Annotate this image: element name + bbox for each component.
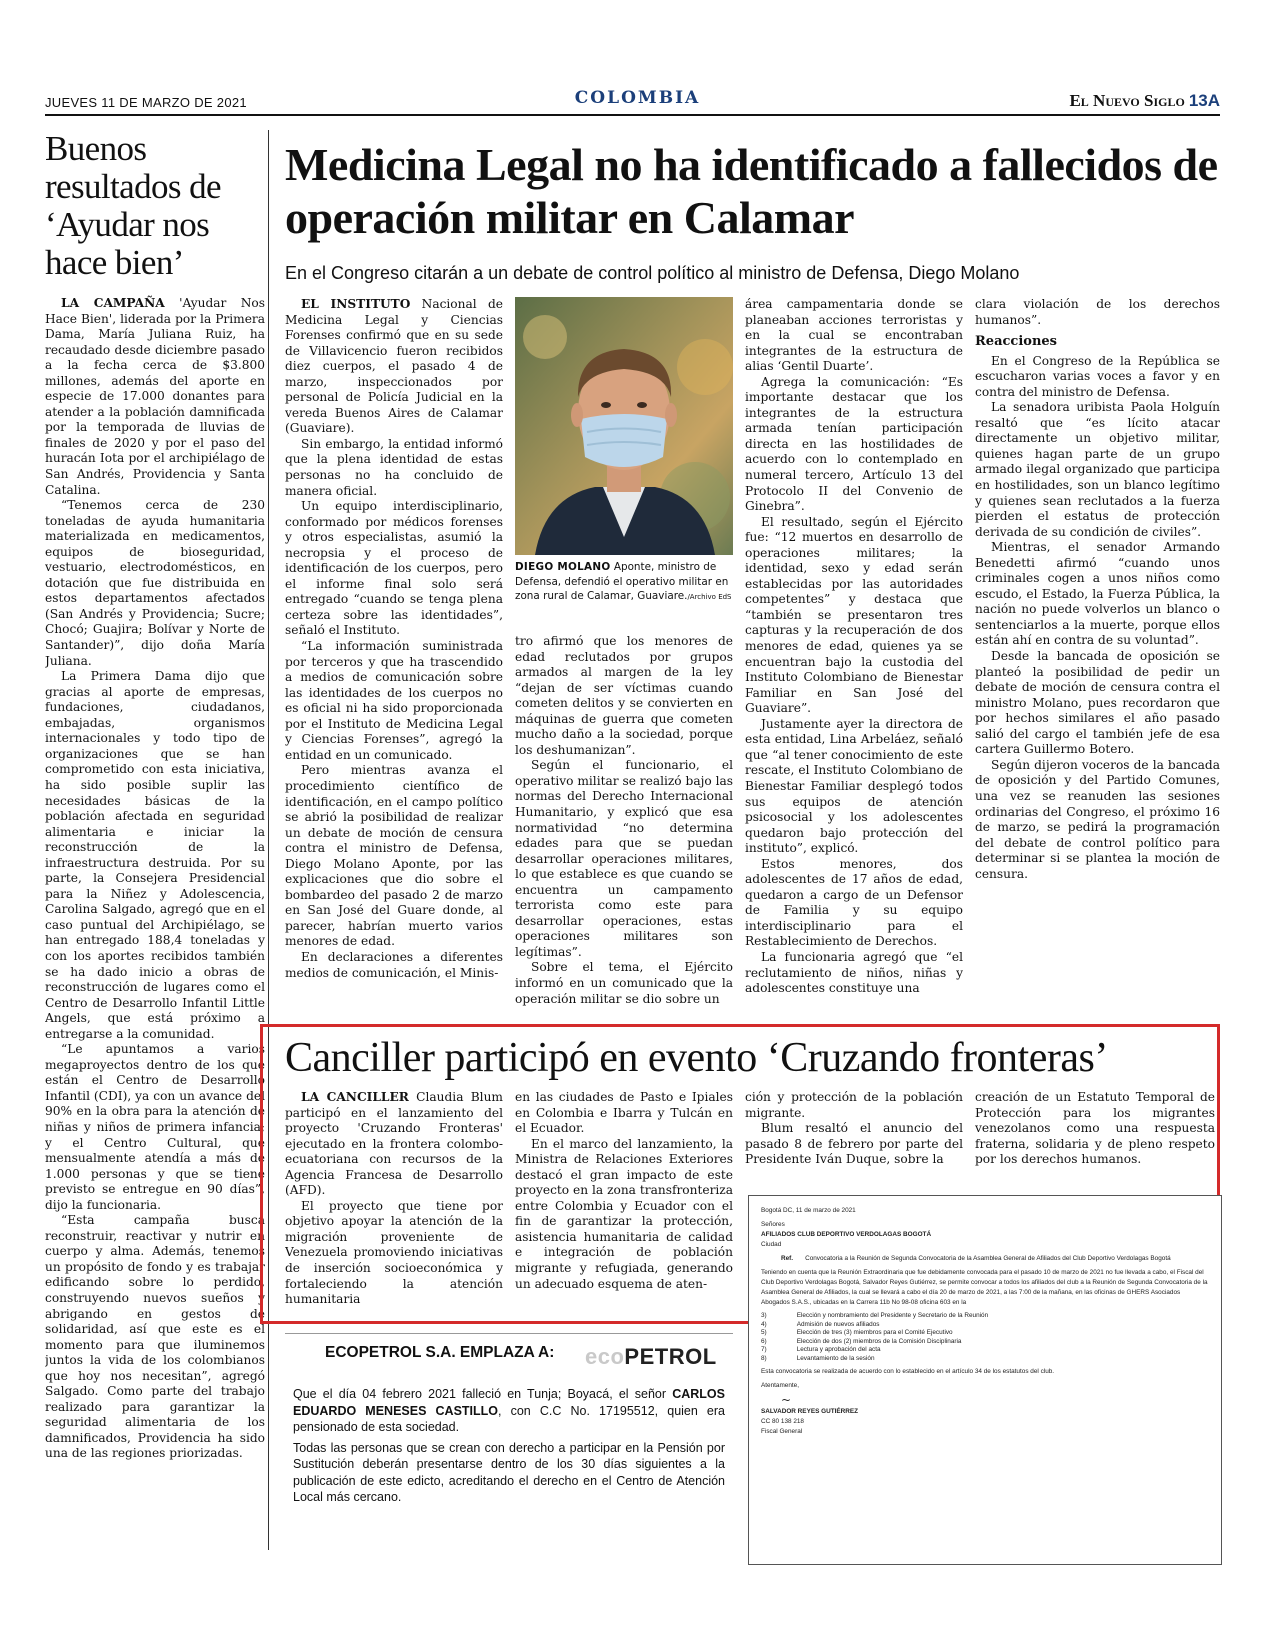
paragraph: Todas las personas que se crean con derecho a participar en la Pensión por Sustitución deberán presentarse dentro de los 30 días siguientes a la publicación de este edicto, acreditando el derecho en el Centro de Atención Local más cercano.	[293, 1440, 725, 1504]
main-article-column-1	[285, 297, 503, 1012]
column-rule	[268, 130, 269, 1550]
notice-greeting: Señores	[761, 1221, 785, 1228]
photo-caption	[515, 560, 733, 605]
agenda-number: 6)	[761, 1337, 767, 1345]
agenda-item	[761, 1355, 1018, 1364]
agenda-number: 3)	[761, 1312, 767, 1319]
paragraph: “Le apuntamos a varios megaproyectos dentro de los que están el Centro de Desarrollo Infantil (CDI), ya con un avance del 90% en la obra para la atención de niñas y niños de primera infancia; y el Centro Cultural, que mensualmente atendía a más de 1.000 personas y que se tiene previsto se entregue en 90 días”, dijo la funcionaria.	[45, 1042, 265, 1212]
main-article-title: Medicina Legal no ha identificado a fallecidos de operación militar en Calamar	[285, 139, 1218, 243]
agenda-number: 5)	[761, 1329, 767, 1336]
ecopetrol-title: ECOPETROL S.A. EMPLAZA A:	[325, 1344, 555, 1361]
notice-reference	[781, 1254, 1209, 1264]
canciller-column-1	[285, 1090, 503, 1315]
deceased-name: CARLOS EDUARDO MENESES CASTILLO	[293, 1387, 725, 1418]
header-rule	[45, 114, 1220, 116]
paragraph: Agrega la comunicación: “Es importante destacar que los integrantes de la estructura armada tenían participación directa en las hostilidades de acuerdo con lo contemplado en numeral tercero, Artículo 13 del Protocolo II del Convenio de Ginebra”.	[745, 374, 963, 514]
paragraph-text: Nacional de Medicina Legal y Ciencias Forenses confirmó que en su sede de Villavicencio fueron recibidos diez cuerpos, el pasado 4 de marzo, inspeccionados por personal de Policía Judicial en la vereda Buenos Aires de Calamar (Guaviare).	[285, 297, 503, 436]
paragraph	[285, 1090, 503, 1199]
paragraph	[45, 296, 265, 498]
minister-photo-illustration	[515, 297, 733, 555]
paragraph: En el marco del lanzamiento, la Ministra de Relaciones Exteriores destacó el gran impacto de este proyecto en la zona transfronteriza entre Colombia y Ecuador con el fin de garantizar la protección, asistencia humanitaria de calidad e integración de población migrante y refugiada, generando un adecuado esquema de aten-	[515, 1136, 733, 1291]
agenda-text: Elección de tres (3) miembros para el Comité Ejecutivo	[796, 1329, 953, 1336]
paragraph: Pero mientras avanza el procedimiento científico de identificación, en el campo político se abrió la posibilidad de realizar un debate de moción de censura contra el ministro de Defensa, Diego Molano Aponte, por las explicaciones que dio sobre el bombardeo del pasado 2 de marzo en San José del Guare donde, al parecer, habrían muerto varios menores de edad.	[285, 763, 503, 949]
signature-icon: ~	[781, 1393, 792, 1407]
paragraph: Sin embargo, la entidad informó que la plena identidad de estas personas no ha concluido de manera oficial.	[285, 436, 503, 498]
paragraph: El proyecto que tiene por objetivo apoyar la atención de la migración proveniente de Venezuela promoviendo iniciativas de inserción socioeconómica y fortaleciendo la atención humanitaria	[285, 1198, 503, 1307]
ecopetrol-text	[293, 1386, 725, 1510]
paragraph: En declaraciones a diferentes medios de comunicación, el Minis-	[285, 949, 503, 980]
ecopetrol-logo	[585, 1344, 717, 1370]
paragraph-text: , con C.C No. 17195512, quien era pensionado de esta sociedad.	[293, 1403, 725, 1434]
signer-name: SALVADOR REYES GUTIÉRREZ	[761, 1408, 859, 1415]
notice-body: Teniendo en cuenta que la Reunión Extraordinaria que fue debidamente convocada para el pasado 10 de marzo de 2021 no fue llevada a cabo, el Fiscal del Club Deportivo Verdolagas Bogotá, Salvador Reyes Gutiérrez, se permite convocar a todos los afiliados del club a la Reunión de Segunda Convocatoria de la Asamblea General de Afiliados, la cual se llevará a cabo el día 20 de marzo de 2021, a las 7:00 de la mañana, en las oficinas de GHERS Asociados Abogados S.A.S., ubicadas en la Carrera 11b No 98-08 oficina 603 en la	[761, 1269, 1208, 1306]
main-article-column-2	[515, 634, 733, 1012]
agenda-item	[761, 1338, 1018, 1347]
paragraph: Estos menores, dos adolescentes de 17 años de edad, quedaron a cargo de un Defensor de Familia y su equipo interdisciplinario para el Restablecimiento de Derechos.	[745, 856, 963, 949]
canciller-column-4	[975, 1090, 1215, 1175]
paragraph: Según dijeron voceros de la bancada de oposición y del Partido Comunes, una vez se reanuden las sesiones ordinarias del Congreso, el próximo 16 de marzo, se pedirá la programación del debate de control político para determinar si se plantea la moción de censura.	[975, 757, 1220, 881]
paragraph-text: Que el día 04 febrero 2021 falleció en Tunja; Boyacá, el señor	[293, 1387, 673, 1401]
caption-text: Aponte, ministro de Defensa, defendió el operativo militar en zona rural de Calamar, Guaviare.	[515, 561, 729, 603]
left-article-title: Buenos resultados de ‘Ayudar nos hace bien’	[45, 130, 221, 282]
subheading: Reacciones	[975, 334, 1057, 350]
notice-farewell: Atentamente,	[761, 1382, 800, 1389]
club-notice	[748, 1195, 1222, 1565]
newspaper-name	[1069, 91, 1220, 111]
paragraph: “La información suministrada por terceros y que ha trascendido a medios de comunicación sobre las identidades de los cuerpos no es oficial ni ha sido proporcionada por el Instituto de Medicina Legal y Ciencias Forenses”, agregó la entidad en un comunicado.	[285, 639, 503, 762]
paragraph: La Primera Dama dijo que gracias al aporte de empresas, fundaciones, ciudadanos, embajadas, organismos internacionales y todo tipo de organizaciones que se han comprometido con esta iniciativa, ha sido posible suplir las necesidades básicas de la población afectada en seguridad alimentaria e iniciar la reconstrucción de la infraestructura destruida. Por su parte, la Consejera Presidencial para la Niñez y Adolescencia, Carolina Salgado, agregó que en el caso puntual del Archipiélago, se han entregado 188,4 toneladas y con los aportes recibidos también se ha dado inicio a obras de reconstrucción de lugares como el Centro de Desarrollo Infantil Little Angels, que está próximo a entregarse a la comunidad.	[45, 669, 265, 1041]
left-article-body	[45, 296, 265, 1462]
main-article-column-3	[745, 297, 963, 1012]
agenda-text: Elección de dos (2) miembros de la Comisión Disciplinaria	[796, 1337, 962, 1345]
left-article	[45, 130, 265, 1555]
paragraph: en las ciudades de Pasto e Ipiales en Colombia e Ibarra y Tulcán en el Ecuador.	[515, 1090, 733, 1136]
notice-city: Ciudad	[761, 1241, 782, 1248]
header-date: JUEVES 11 DE MARZO DE 2021	[45, 95, 247, 110]
paragraph-text: Claudia Blum participó en el lanzamiento del proyecto 'Cruzando Fronteras' ejecutado en la frontera colombo-ecuatoriana con recursos de la Agencia Francesa de Desarrollo (AFD).	[285, 1090, 503, 1198]
caption-credit: /Archivo EdS	[687, 593, 732, 602]
paragraph: Justamente ayer la directora de esta entidad, Lina Arbeláez, señaló que “al tener conocimiento de este rescate, el Instituto Colombiano de Bienestar Familiar desplegó todos sus equipos de atención psicosocial y los adolescentes quedaron bajo protección del instituto”, explicó.	[745, 716, 963, 856]
main-article-subtitle: En el Congreso citarán a un debate de control político al ministro de Defensa, Diego Molano	[285, 263, 1020, 283]
paragraph: Sobre el tema, el Ejército informó en un comunicado que la operación militar se dio sobre un	[515, 960, 733, 1006]
signer-role: Fiscal General	[761, 1428, 803, 1435]
paragraph: ción y protección de la población migrante.	[745, 1090, 963, 1120]
agenda-text: Elección y nombramiento del Presidente y Secretario de la Reunión	[796, 1312, 989, 1319]
paragraph: La funcionaria agregó que “el reclutamiento de niños, niñas y adolescentes constituye una	[745, 949, 963, 996]
agenda-number: 8)	[761, 1354, 767, 1362]
paragraph: Un equipo interdisciplinario, conformado por médicos forenses y otros especialistas, asumió la necropsia y el proceso de identificación de los cuerpos, pero el informe final solo será entregado “cuando se tenga plena certeza sobre las identidades”, señaló el Instituto.	[285, 499, 503, 638]
canciller-column-2	[515, 1090, 733, 1315]
agenda-item	[761, 1312, 1018, 1321]
paragraph: tro afirmó que los menores de edad reclutados por grupos armados al margen de la ley “dejan de ser víctimas cuando cometen delitos y se convierten en máquinas de guerra que cometen mucho daño a la sociedad, porque los deshumanizan”.	[515, 634, 733, 757]
reference-text: Convocatoria a la Reunión de Segunda Convocatoria de la Asamblea General de Afiliados del Club Deportivo Verdolagas Bogotá	[805, 1255, 1171, 1262]
agenda-item	[761, 1321, 1018, 1330]
paragraph: área campamentaria donde se planeaban acciones terroristas y en la cual se encontraban integrantes de la estructura de alias ‘Gentil Duarte’.	[745, 297, 963, 374]
canciller-column-3	[745, 1090, 963, 1175]
paragraph: Según el funcionario, el operativo militar se realizó bajo las normas del Derecho Internacional Humanitario, y explicó que esa normatividad “no determina edades para que se puedan desarrollar operaciones militares, lo que establece es que cuando se encuentra un campamento terrorista como este para desarrollar operaciones, estas operaciones militares son legítimas”.	[515, 758, 733, 959]
kicker: EL INSTITUTO	[301, 297, 411, 311]
notice-addressee: AFILIADOS CLUB DEPORTIVO VERDOLAGAS BOGOTÁ	[761, 1231, 932, 1238]
newspaper-title: El Nuevo Siglo	[1069, 91, 1185, 110]
paragraph: Blum resaltó el anuncio del pasado 8 de febrero por parte del Presidente Iván Duque, sobre la	[745, 1121, 963, 1167]
signer-id: CC 80 138 218	[761, 1418, 804, 1425]
kicker: LA CAMPAÑA	[61, 296, 165, 310]
main-article-column-4	[975, 297, 1220, 1012]
minister-photo	[515, 297, 733, 555]
kicker: LA CANCILLER	[301, 1090, 409, 1104]
agenda-text: Admisión de nuevos afiliados	[796, 1320, 880, 1328]
paragraph: “Tenemos cerca de 230 toneladas de ayuda humanitaria materializada en medicamentos, equipos de bioseguridad, vestuario, electrodomésticos, en dotación que fue distribuida en estos departamentos afectados (San Andrés y Providencia; Sucre; Chocó; Guajira; Bolívar y Norte de Santander)”, dijo doña María Juliana.	[45, 498, 265, 668]
agenda-item	[761, 1329, 1018, 1338]
agenda-text: Levantamiento de la sesión	[796, 1354, 875, 1362]
reference-label: Ref.	[781, 1255, 794, 1262]
agenda-item	[761, 1346, 1018, 1355]
notice-closing: Esta convocatoria se realizada de acuerdo con lo establecido en el artículo 34 de los estatutos del club.	[761, 1368, 1055, 1375]
logo-part-b: PETROL	[624, 1344, 717, 1369]
canciller-article-title: Canciller participó en evento ‘Cruzando fronteras’	[285, 1035, 1108, 1081]
notice-date: Bogotá DC, 11 de marzo de 2021	[761, 1207, 856, 1214]
agenda-table	[761, 1312, 1018, 1363]
paragraph-text: 'Ayudar Nos Hace Bien', liderada por la Primera Dama, María Juliana Ruiz, ha recaudado desde diciembre pasado a la fecha cerca de $3.800 millones, además del aporte en especie de 17.000 donantes para atender a la población damnificada por la temporada de lluvias de finales de 2020 y por el paso del huracán Iota por el archipiélago de San Andrés, Providencia y Santa Catalina.	[45, 296, 265, 497]
page-number: 13A	[1188, 91, 1220, 110]
paragraph	[293, 1386, 725, 1436]
ecopetrol-notice	[285, 1333, 733, 1555]
paragraph: “Esta campaña busca reconstruir, reactivar y nutrir en cuerpo y alma. Además, tenemos un propósito de fondo y es trabajar edificando sobre lo perdido, construyendo nuevos sueños y abrigando en gestos de solidaridad, así que este es el momento para que iluminemos juntos la vida de los colombianos que hoy nos necesitan”, agregó Salgado. Como parte del trabajo realizado para garantizar la seguridad alimentaria de los damnificados, Providencia ha sido una de las regiones priorizadas.	[45, 1213, 265, 1461]
paragraph: El resultado, según el Ejército fue: “12 muertos en desarrollo de operaciones militares; la identidad, sexo y edad serán establecidas por las autoridades competentes” y destaca que “también se presentaron tres capturas y la recuperación de dos menores de edad, quienes ya se encuentran bajo la custodia del Instituto Colombiano de Bienestar Familiar en San José del Guaviare”.	[745, 514, 963, 716]
paragraph	[285, 297, 503, 437]
agenda-number: 4)	[761, 1320, 767, 1328]
paragraph: Mientras, el senador Armando Benedetti afirmó “cuando unos criminales cogen a unos niños como escudo, el Estado, la Fuerza Pública, la nación no puede volverlos un blanco o sentenciarlos a la muerte, porque ellos están ahí en contra de su voluntad”.	[975, 540, 1220, 648]
section-name: COLOMBIA	[574, 88, 701, 108]
paragraph: Desde la bancada de oposición se planteó la posibilidad de pedir un debate de moción de censura contra el ministro Molano, pues recordaron que por hechos similares el año pasado salió del cargo el también jefe de esa cartera Guillermo Botero.	[975, 649, 1220, 757]
agenda-text: Lectura y aprobación del acta	[796, 1346, 881, 1353]
paragraph: creación de un Estatuto Temporal de Protección para los migrantes venezolanos como una respuesta fraterna, solidaria y de pleno respeto por los derechos humanos.	[975, 1090, 1215, 1167]
paragraph: La senadora uribista Paola Holguín resaltó que “es lícito atacar directamente un objetivo militar, quienes hagan parte de un grupo armado ilegal organizado que participa en hostilidades, son un blanco legítimo y quienes sean reclutados a la fuerza pierden el estatus de protección derivada de su condición de civiles”.	[975, 400, 1220, 539]
agenda-number: 7)	[761, 1346, 767, 1353]
caption-name: DIEGO MOLANO	[515, 561, 611, 573]
logo-part-a: eco	[585, 1344, 625, 1369]
paragraph: En el Congreso de la República se escucharon varias voces a favor y en contra del ministro de Defensa.	[975, 353, 1220, 399]
paragraph: clara violación de los derechos humanos”.	[975, 297, 1220, 327]
